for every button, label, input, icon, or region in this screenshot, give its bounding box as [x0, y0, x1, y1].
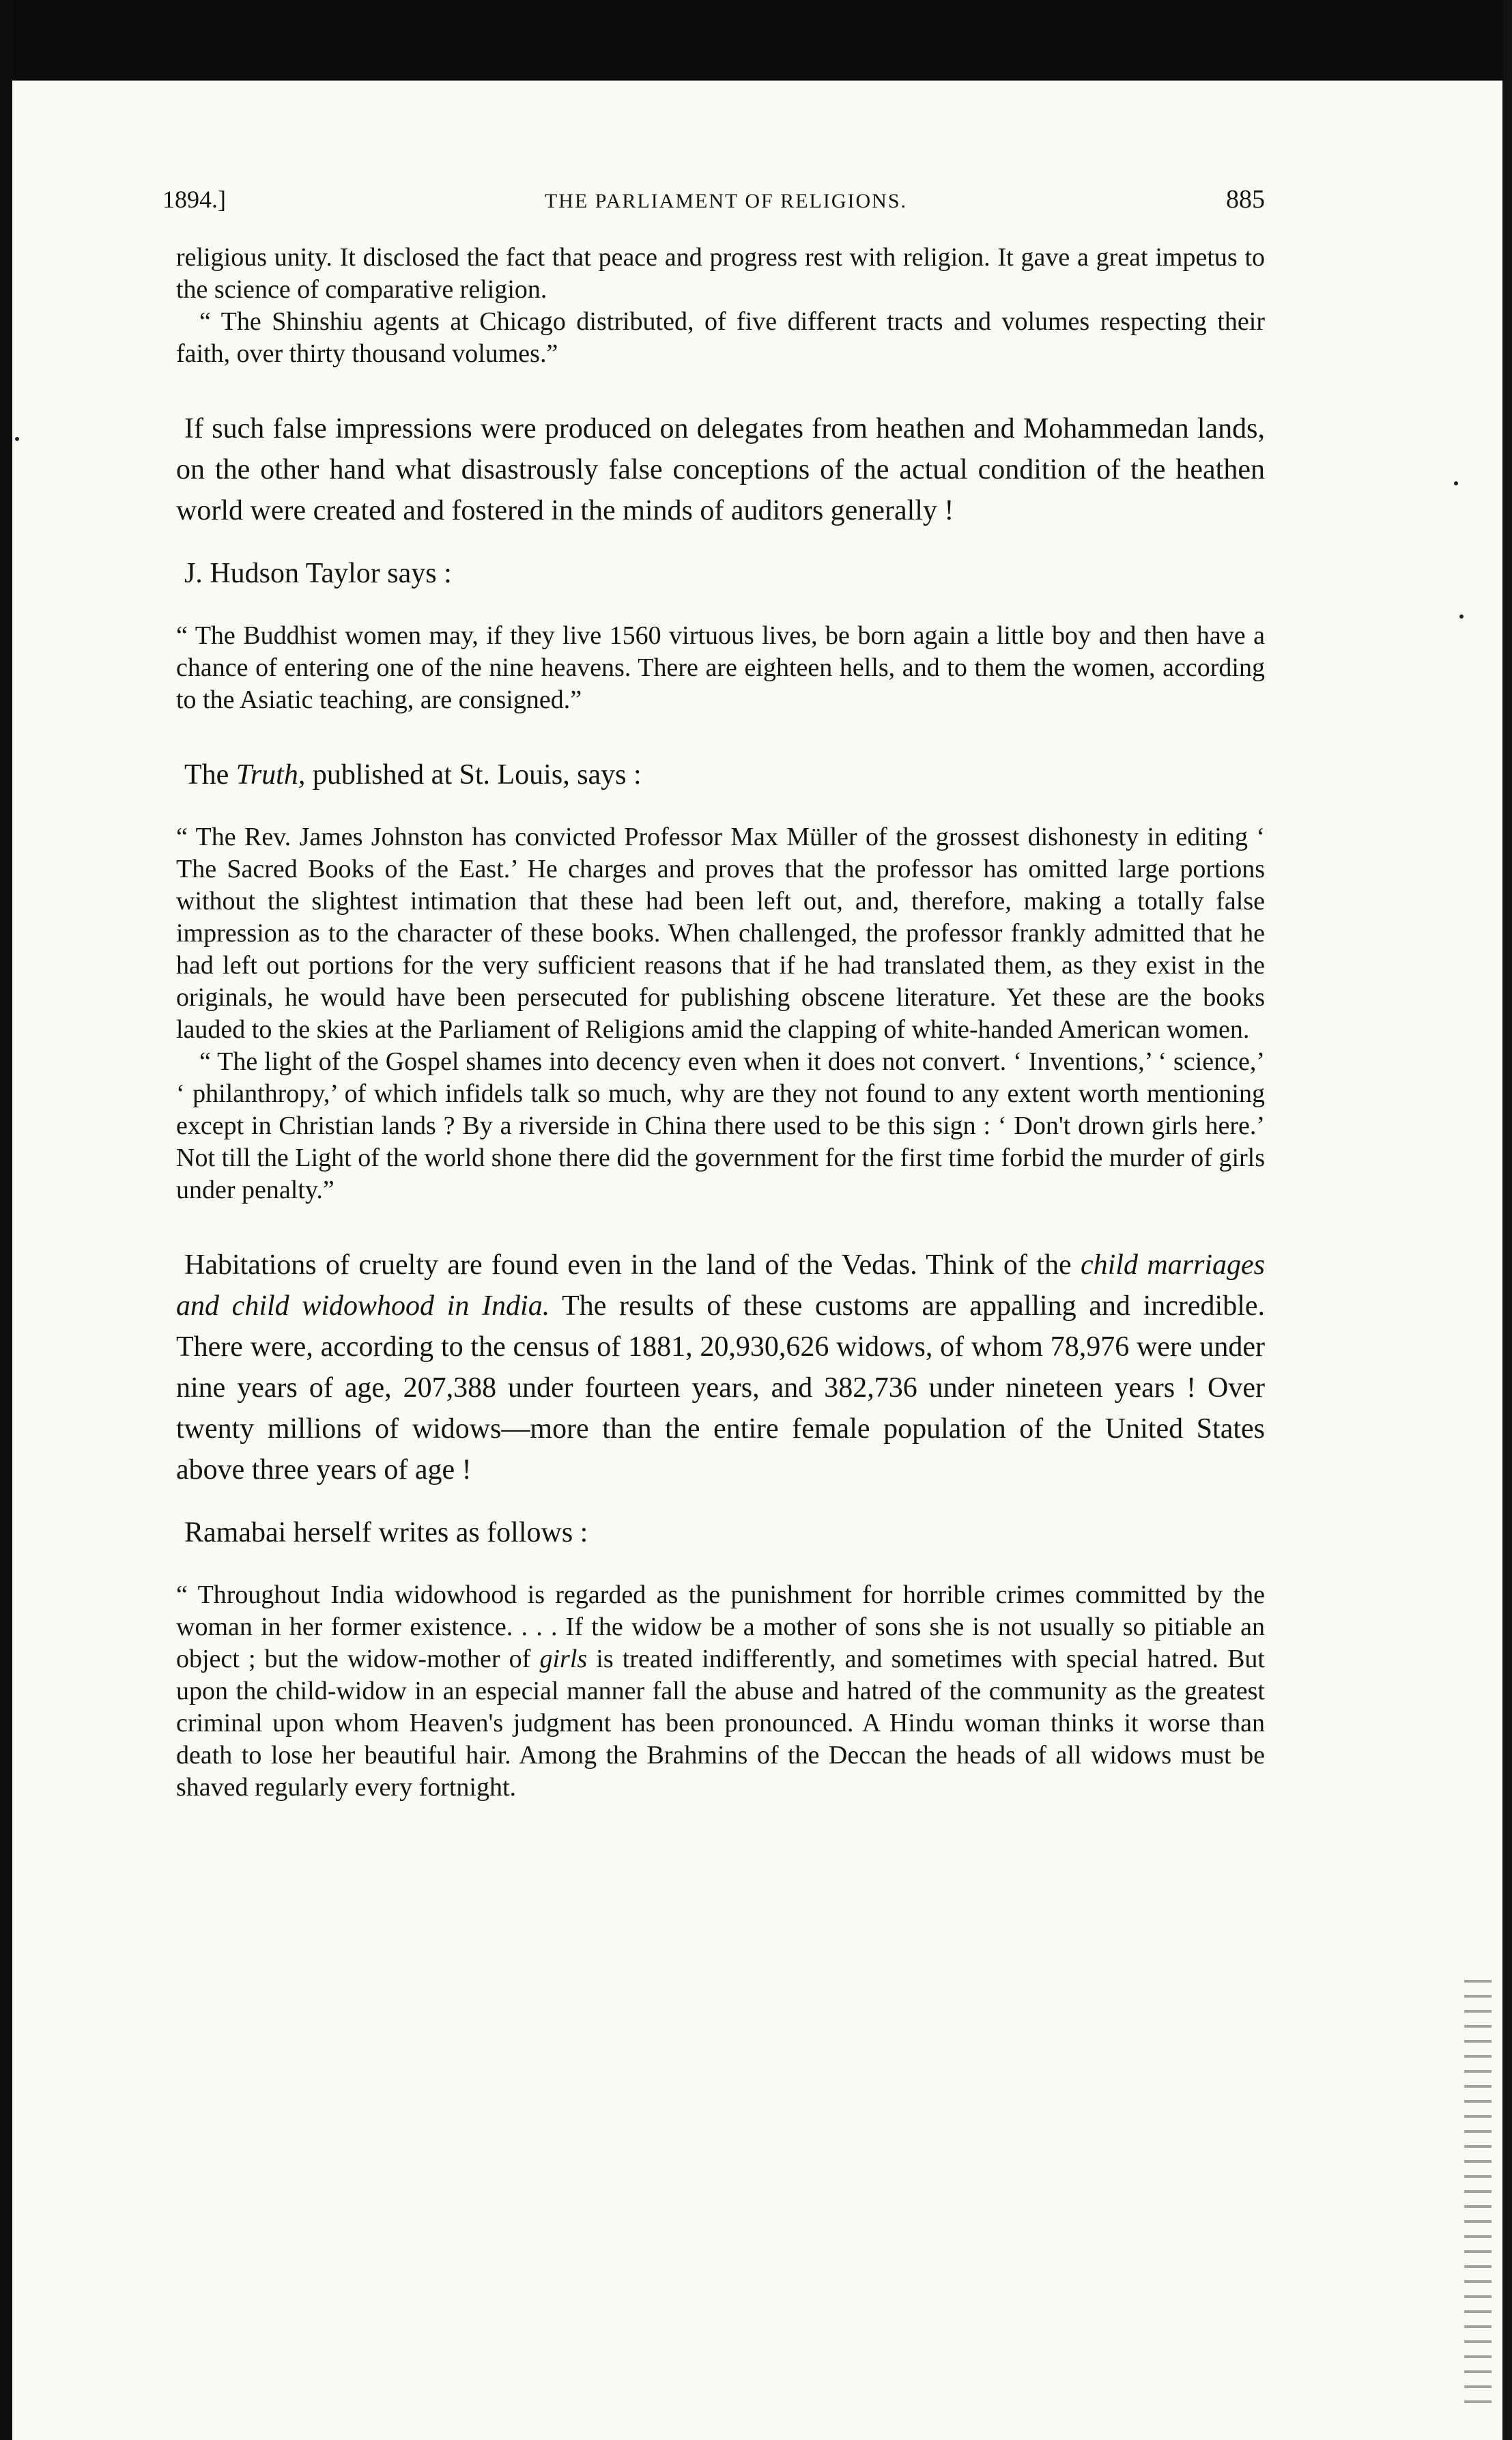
quote-paragraph: “ The Rev. James Johnston has convicted Professor Max Müller of the grossest dishonesty in editing ‘ The Sacred Books of the East.’ He charges and proves that the professor has omitted large portions without the slightest intimation that these had been left out, and, therefore, making a totally false impression as to the character of these books. When challenged, the professor frankly admitted that he had left out portions for the very sufficient reasons that if he had translated them, as they exist in the originals, he would have been persecuted for publishing obscene literature. Yet these are the books lauded to the skies at the Parliament of Religions amid the clapping of white-handed American women.	[176, 823, 1265, 1044]
text-run: The results of these customs are appalling and incredible. There were, according to the census of 1881, 20,930,626 widows, of whom 78,976 were under nine years of age, 207,388 under fourteen years, and 382,736 under nineteen years ! Over twenty millions of widows—more than the entire female population of the United States above three years of age !	[176, 1290, 1265, 1486]
scan-speck	[1459, 614, 1464, 619]
quote-paragraph: religious unity. It disclosed the fact that peace and progress rest with religion. It gave a great impetus to the science of comparative religion.	[176, 243, 1265, 304]
quote-paragraph: “ The Shinshiu agents at Chicago distributed, of five different tracts and volumes respecting their faith, over thirty thousand volumes.”	[176, 307, 1265, 368]
quote-ramabai	[176, 1579, 1265, 1804]
scan-edge-marks	[1464, 1980, 1492, 2403]
text-run: published at St. Louis, says :	[305, 759, 642, 791]
scan-border-right	[1502, 0, 1512, 2440]
quote-attribution: J. Hudson Taylor says :	[184, 558, 452, 589]
emphasis-text: child marriages and child widowhood in India.	[176, 1249, 1266, 1322]
quote-attribution	[176, 754, 1265, 795]
quote-truth	[176, 821, 1265, 1206]
text-run: The	[184, 759, 236, 791]
quote-shinshiu	[176, 242, 1265, 370]
emphasis-text: girls	[539, 1645, 588, 1673]
text-run: “ Throughout India widowhood is regarded as the punishment for horrible crimes committed by the woman in her former existence. . . . If the widow be a mother of sons she is not usually so pitiable an object ; but the widow-mother of	[176, 1580, 1265, 1673]
running-title: THE PARLIAMENT OF RELIGIONS.	[544, 190, 908, 212]
body-paragraph	[176, 1245, 1265, 1490]
publication-title: Truth,	[236, 759, 306, 791]
book-page	[162, 184, 1266, 1842]
scan-speck	[1454, 481, 1458, 485]
scan-speck	[15, 437, 19, 441]
page-number: 885	[1226, 185, 1265, 214]
scan-border-left	[0, 0, 12, 2440]
page-header	[162, 184, 1265, 214]
quote-taylor	[176, 620, 1265, 716]
quote-paragraph	[176, 1579, 1265, 1804]
text-run: is treated indifferently, and sometimes with special hatred. But upon the child-widow in an especial manner fall the abuse and hatred of the community as the greatest criminal upon whom Heaven's judgment has been pronounced. A Hindu woman thinks it worse than death to lose her beautiful hair. Among the Brahmins of the Deccan the heads of all widows must be shaved regularly every fortnight.	[176, 1645, 1265, 1802]
body-paragraph: If such false impressions were produced on delegates from heathen and Mohammedan lands, on the other hand what disastrously false conceptions of the actual condition of the heathen world were created and fostered in the minds of auditors generally !	[176, 413, 1265, 526]
text-run: Habitations of cruelty are found even in the land of the Vedas. Think of the	[184, 1249, 1081, 1281]
header-year: 1894.]	[162, 186, 226, 213]
scan-border-top	[0, 0, 1512, 81]
quote-paragraph: “ The light of the Gospel shames into decency even when it does not convert. ‘ Inventions,’ ‘ science,’ ‘ philanthropy,’ of which infidels talk so much, why are they not found to any extent worth mentioning except in Christian lands ? By a riverside in China there used to be this sign : ‘ Don't drown girls here.’ Not till the Light of the world shone there did the government for the first time forbid the murder of girls under penalty.”	[176, 1047, 1265, 1204]
quote-attribution: Ramabai herself writes as follows :	[184, 1517, 588, 1548]
quote-paragraph: “ The Buddhist women may, if they live 1560 virtuous lives, be born again a little boy and then have a chance of entering one of the nine heavens. There are eighteen hells, and to them the women, according to the Asiatic teaching, are consigned.”	[176, 621, 1265, 714]
